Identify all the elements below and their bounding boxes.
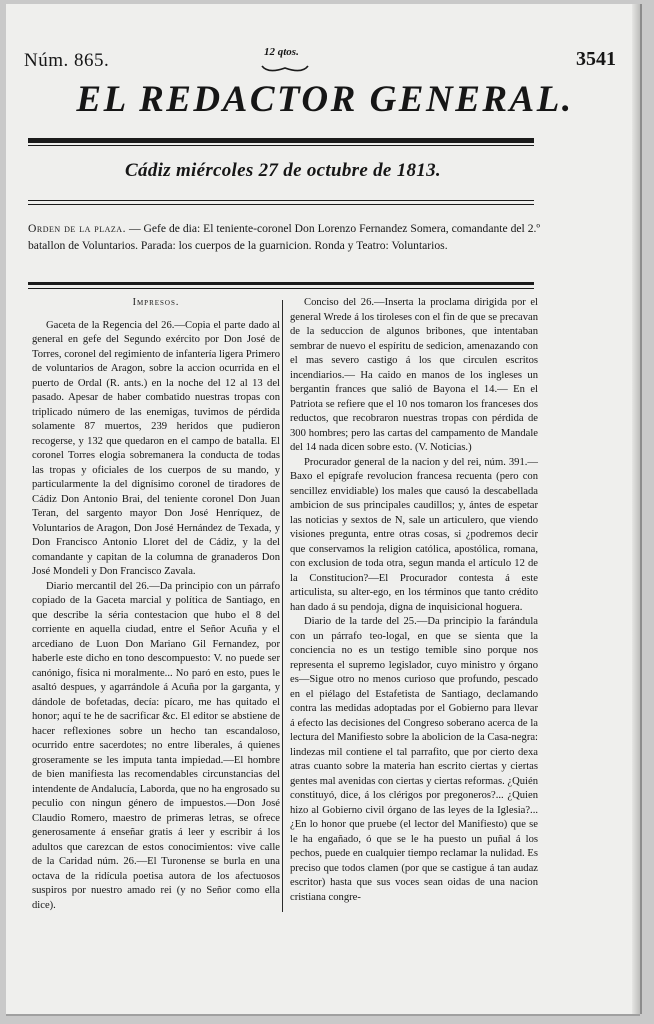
dateline-rule-2 xyxy=(28,204,534,205)
right-column xyxy=(290,296,538,905)
issue-price: 12 qtos. xyxy=(264,46,299,58)
diario-mercantil-paragraph: Diario mercantil del 26.—Da principio con un párrafo copiado de la Gaceta marcial y política de Santiago, en que describe la séria contestacion que hubo el 8 del corriente en aquella ciudad, entre el Señor Acuña y el arcediano de Luon Don Mariano Gil Fernandez, por haberle este dicho en tono descompuesto: V. no puede ser canónigo, física ni moralmente... No paró en esto, pues le asaltó despues, y agarrándole á Acuña por la garganta, y dándole de bofetadas, decía: pícaro, me has quitado el honor; aquí te he de sacrificar &c. El editor se abstiene de hacer reflexiones sobre un hecho tan escandaloso, ocurrido entre sacerdotes; no entre liberales, á quienes groseramente se les imputa tanta impiedad.—El hombre de bien manifiesta las recomendables circunstancias del intendente de Andalucía, Laborda, que no ha engrosado su peculio con ningun género de impuestos.—Don José Claudio Romero, maestro de primeras letras, se ofrece generosamente á enseñar gratis á leer y escribir á los adultos que carezcan de estos conocimientos: vive calle de la Caridad núm. 26.—El Turonense se burla en una octava de la ridícula poetisa autora de los afectuosos suspiros por nuestro amado rei (y no Señor como ella dice). xyxy=(32,580,280,911)
diario-tarde-paragraph: Diario de la tarde del 25.—Da principio la farándula con un párrafo teo-logal, en que se sienta que la conciencia no es un testigo temible sino porque nos representa el supremo legislador, cuyo ministro y órgano es—Sigue otro no menos curioso que profundo, pescado en el piélago del Estafetista de Santiago, declamando contra las medidas adoptadas por el Gobierno para llevar á efecto las decisiones del Congreso soberano acerca de la lectura del Manifiesto sobre la abolicion de la Casa-negra: lindezas mil contiene el tal parrafito, que por cierto dexa atras cuanto sobre la materia han escrito ciertas y ciertas gentes mal avenidas con ciertas y ciertas reformas. ¿Quién constituyó, dice, á los clérigos por pregoneros?... ¿Quien hizo al Gobierno civil órgano de las leyes de la Iglesia?... ¿En lo honor que pruebe (el lector del Manifiesto) que se le ha engañado, ó que se le ha puesto un puñal á los pechos, puede en cualquier tiempo reclamar la nulidad. Es preciso que todos clamen (por que se castigue á tan audaz escritor) hasta que sus voces sean oidas de una nacion cristiana congre- xyxy=(290,616,538,903)
page-number: 3541 xyxy=(576,48,616,70)
issue-number: Núm. 865. xyxy=(24,50,110,71)
page-edge xyxy=(632,4,640,1014)
gaceta-paragraph: Gaceta de la Regencia del 26.—Copia el parte dado al general en gefe del Segundo exército por Don José de Torres, coronel del regimiento de infantería ligera Primero de voluntarios de Aragon, sobre la accion ocurrida en el puerto de Ordal (R. ants.) en la noche del 12 al 13 del pasado. Apesar de haber combatido nuestras tropas con triplicado número de las enemigas, tuvimos de pérdida solamente 87 muertos, 239 heridos que pudieron recogerse, y 132 que quedaron en el campo de batalla. El coronel Torres elogia sobremanera la conducta de todas las tropas y oficiales de los cuerpos de su mando, y particularmente la del dignísimo coronel de tiradores de Cádiz Don Antonio Brai, del teniente coronel Don Juan Teran, del sargento mayor Don José Henríquez, de Voluntarios de Aragon, Don José Hernández de Texada, y Don Francisco Antonio Lloret del de Cádiz, y la del comandante y capitan de la columna de granaderos Don José Mondeli y Don Francisco Zavala. xyxy=(32,319,280,577)
left-column xyxy=(32,296,280,913)
section-rule xyxy=(28,282,534,285)
newspaper-page xyxy=(6,4,640,1014)
column-divider xyxy=(282,300,283,912)
conciso-paragraph: Conciso del 26.—Inserta la proclama dirigida por el general Wrede á los tiroleses con el fin de que se precavan de la seduccion de algunos bribones, que intentaban sembrar de nuevo el espíritu de sedicion, amenazando con el mas severo castigo á los que circulen escritos incendiarios.— Ha caido en manos de los ingleses un bergantin frances que salió de Bayona el 14.— En el Patriota se refiere que el 10 nos tomaron los franceses dos reductos, que recobraron nuestras tropas con pérdida de 300 hombres; pero las cartas del campamento de Mandale del 14 nada dicen sobre esto. (V. Noticias.) xyxy=(290,297,538,453)
price-ornament-icon xyxy=(260,62,310,74)
dateline: Cádiz miércoles 27 de octubre de 1813. xyxy=(125,160,441,181)
orden-label: Orden de la plaza. xyxy=(28,222,126,235)
title-rule-thin xyxy=(28,145,534,146)
dateline-rule xyxy=(28,200,534,201)
newspaper-title: EL REDACTOR GENERAL. xyxy=(76,79,574,120)
orden-de-la-plaza xyxy=(28,220,540,254)
procurador-paragraph: Procurador general de la nacion y del rei, núm. 391.—Baxo el epígrafe revolucion francesa recuenta (pero con sencillez envidiable) los males que causó la descabellada ambicion de sus principales caudillos; y, ántes de espetar las noticias y sextos de N, sale un articulero, que viendo visiones pregunta, entre otras cosas, si ¿podremos decir que conservamos la religion católica, apostólica, romana, con exclusion de toda otra, segun manda el artículo 12 de la Constitucion?—El Procurador contesta á este articulista, su alter-ego, en los términos que tanto crédito han dado á su pendoja, digna de inquisicional hoguera. xyxy=(290,456,538,613)
orden-text: — Gefe de dia: El teniente-coronel Don Lorenzo Fernandez Somera, comandante del 2.º batallon de Voluntarios. Parada: los cuerpos de la guarnicion. Ronda y Teatro: Voluntarios. xyxy=(28,222,540,252)
section-rule-thin xyxy=(28,288,534,289)
impresos-heading: Impresos. xyxy=(132,297,180,308)
title-rule xyxy=(28,138,534,143)
